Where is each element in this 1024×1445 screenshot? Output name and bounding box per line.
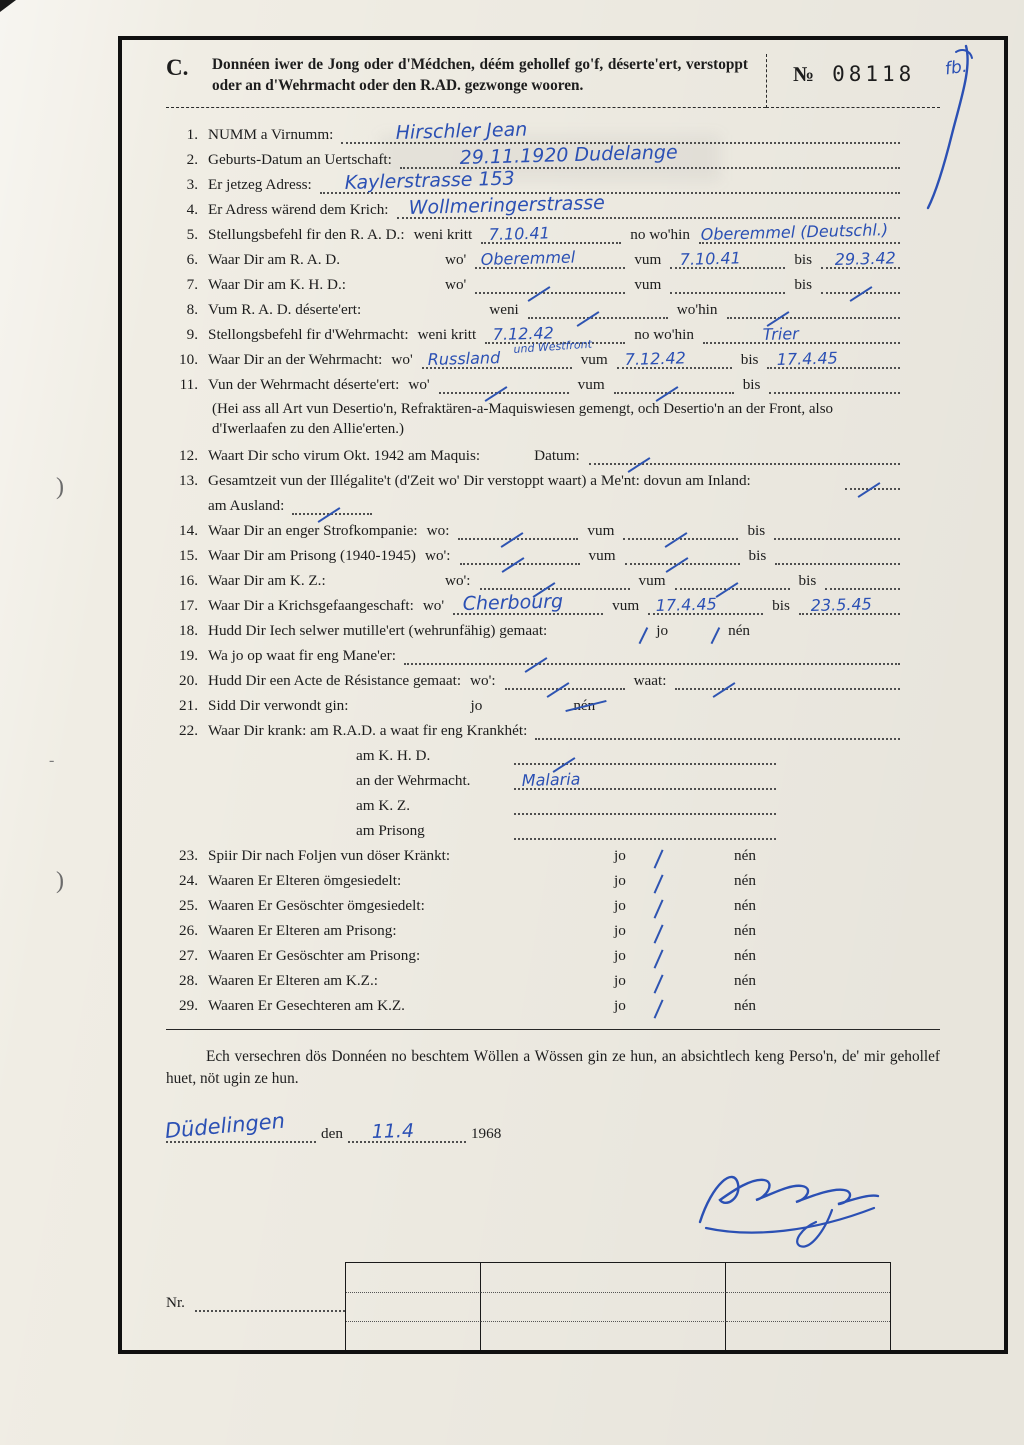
item-number: 15. (179, 547, 198, 565)
handwritten-answer-superscript: und Westfront (512, 337, 593, 356)
nen-label: nén (734, 972, 756, 990)
scan-corner-mark (0, 0, 16, 12)
item-label: Waaren Er Elteren am K.Z.: (208, 972, 378, 990)
dotted-line (404, 650, 900, 665)
field-label: wo': (445, 572, 471, 590)
form-item-25 (166, 895, 904, 915)
field-label: no wo'hin (634, 325, 694, 343)
field-label: vum (577, 375, 605, 393)
item-label: Geburts-Datum an Uertschaft: (208, 150, 392, 168)
dotted-line (195, 1299, 345, 1312)
handwritten-place: Düdelingen (163, 1108, 286, 1143)
form-item-7 (166, 274, 904, 294)
item-label: am Ausland: (208, 497, 285, 515)
handwritten-answer: 29.3.42 (834, 248, 897, 269)
form-item-20 (166, 670, 904, 690)
dotted-line (699, 219, 900, 244)
item-label: Waar Dir am K. H. D.: (208, 275, 346, 293)
field-label: wo: (426, 522, 450, 540)
form-item-4 (166, 191, 904, 219)
nen-label: nén (734, 922, 756, 940)
item-22-sub-khd (356, 745, 904, 765)
dotted-line (320, 167, 900, 194)
item-label: Waar Dir krank: am R.A.D. a waat fir eng Krankhét: (208, 722, 528, 740)
jo-cell (614, 997, 734, 1015)
dotted-line (400, 141, 900, 169)
item-22-sub-prisong (356, 820, 904, 840)
nr-label: Nr. (166, 1294, 185, 1311)
item-label: Waaren Er Gesechteren am K.Z. (208, 997, 405, 1015)
form-item-15 (166, 545, 904, 565)
pen-tick-icon (644, 996, 663, 1019)
dotted-line (767, 348, 900, 369)
dotted-line (422, 337, 593, 369)
field-label: wo' (408, 375, 430, 393)
nen-label: nén (734, 947, 756, 965)
dotted-line (341, 118, 900, 144)
jo-label: jo (614, 847, 626, 865)
form-item-28 (166, 970, 904, 990)
item-label: Stellongsbefehl fir d'Wehrmacht: (208, 325, 409, 343)
margin-dash-mark: - (49, 752, 55, 769)
nr-grid-cell (346, 1263, 481, 1293)
form-item-13 (166, 470, 904, 490)
dotted-line (514, 750, 776, 765)
pen-slash-icon (700, 622, 720, 644)
field-label: bis (742, 375, 761, 393)
dotted-line (799, 594, 900, 616)
form-item-27 (166, 945, 904, 965)
jo-label: jo (614, 897, 626, 915)
handwritten-answer: Malaria (521, 769, 581, 791)
item-number: 14. (179, 522, 198, 540)
jo-cell (614, 847, 734, 865)
item-label: Waart Dir scho virum Okt. 1942 am Maquis: (208, 447, 481, 465)
dotted-line (617, 348, 732, 369)
signature-scrawl (682, 1144, 922, 1264)
form-item-1 (166, 118, 904, 144)
field-label: bis (798, 572, 817, 590)
pen-tick-icon (644, 871, 663, 894)
sub-label: am K. H. D. (356, 747, 431, 765)
dotted-line (397, 191, 900, 219)
item-label: NUMM a Virnumm: (208, 125, 334, 143)
form-item-10 (166, 337, 904, 369)
nen-label: nén (728, 622, 751, 640)
dotted-line (514, 769, 776, 791)
header-intro-text: Donnéen iwer de Jong oder d'Médchen, déém gehollef go'f, déserte'ert, verstoppt oder an d'Wehrmacht oder den R.AD. gezwonge wooren. (212, 56, 748, 95)
item-number: 18. (179, 622, 198, 640)
dotted-line (821, 248, 900, 269)
footer-block (166, 1262, 892, 1350)
field-label: bis (794, 275, 813, 293)
handwritten-answer: 17.4.45 (776, 348, 839, 369)
field-label: bis (794, 250, 813, 268)
handwritten-answer: Oberemmel (Deutschl.) (700, 219, 889, 244)
nr-grid-cell (481, 1263, 726, 1293)
item-number: 21. (179, 697, 198, 715)
handwritten-answer: 7.10.41 (488, 223, 551, 244)
place-date-line (163, 1108, 940, 1143)
handwritten-answer: Cherbourg (462, 590, 564, 616)
sub-label: am Prisong (356, 822, 425, 840)
field-label: weni kritt (413, 225, 473, 243)
handwritten-answer: 29.11.1920 Dudelange (459, 141, 678, 169)
handwritten-answer: 17.4.45 (655, 594, 718, 616)
item-label: Waaren Er Gesöschter am Prisong: (208, 947, 421, 965)
field-label: bis (747, 522, 766, 540)
field-label: wo': (424, 547, 451, 565)
item-number: 13. (179, 472, 198, 490)
dotted-line (481, 223, 621, 244)
pen-tick-icon (644, 846, 663, 869)
dotted-line (727, 304, 901, 319)
nr-grid-cell (346, 1293, 481, 1322)
form-item-16 (166, 570, 904, 590)
form-item-6 (166, 249, 904, 269)
dotted-line (775, 550, 900, 565)
dotted-line (670, 279, 785, 294)
nen-label (573, 697, 595, 715)
pen-tick-icon (644, 946, 663, 969)
item-label: Spiir Dir nach Foljen vun döser Kränkt: (208, 847, 451, 865)
nr-grid-cell (726, 1322, 890, 1350)
form-item-8 (166, 299, 904, 319)
dotted-line (623, 525, 738, 540)
field-label: vum (634, 250, 662, 268)
field-label: wo' (391, 350, 413, 368)
nr-grid-cell (726, 1263, 890, 1293)
item-label: Waaren Er Gesöschter ömgesiedelt: (208, 897, 425, 915)
item-number: 4. (186, 200, 198, 218)
dotted-line (460, 550, 580, 565)
item-label: Waaren Er Elteren am Prisong: (208, 922, 397, 940)
item-label: Waar Dir am R. A. D. (208, 250, 341, 268)
date-line (348, 1119, 466, 1143)
item-number: 5. (186, 225, 198, 243)
nr-grid (345, 1262, 891, 1350)
declaration-text: Ech versechren dös Donnéen no beschtem Wöllen a Wössen gin ze hun, an absichtlech keng Perso'n, de' mir gehollef huet, nöt ugin ze hun. (166, 1048, 940, 1088)
form-item-11 (166, 374, 904, 394)
form-item-5 (166, 219, 904, 244)
sub-label: am K. Z. (356, 797, 410, 815)
nr-field (166, 1294, 345, 1312)
field-label: vum (612, 597, 640, 615)
form-number-value: 08118 (832, 62, 916, 86)
item-number: 28. (179, 972, 198, 990)
dotted-line (514, 800, 776, 815)
handwritten-answer: 7.12.42 (624, 348, 686, 369)
field-label: weni kritt (417, 325, 477, 343)
dotted-line (475, 247, 625, 269)
dotted-line (625, 550, 740, 565)
dotted-line (535, 725, 900, 740)
jo-cell (614, 897, 734, 915)
dotted-line (475, 279, 625, 294)
form-item-22 (166, 720, 904, 740)
jo-cell (614, 947, 734, 965)
item-label: Waar Dir a Krichsgefaangeschaft: (208, 597, 414, 615)
field-label: wo' (445, 250, 467, 268)
dotted-line (528, 304, 668, 319)
numero-symbol: № (793, 62, 815, 86)
nen-label: nén (734, 872, 756, 890)
handwritten-answer: Oberemmel (480, 247, 576, 269)
dotted-line (845, 475, 900, 490)
item-label: Stellungsbefehl fir den R. A. D.: (208, 225, 405, 243)
item-label: Waar Dir am K. Z.: (208, 572, 326, 590)
item-label: Sidd Dir verwondt gin: (208, 697, 349, 715)
nen-label: nén (734, 897, 756, 915)
field-label: bis (772, 597, 790, 615)
section-divider (166, 1029, 940, 1030)
item-number: 8. (186, 300, 198, 318)
field-label: vum (580, 350, 608, 368)
item-label: Hudd Dir een Acte de Résistance gemaat: (208, 672, 462, 690)
form-item-14 (166, 520, 904, 540)
field-label: wo' (422, 597, 445, 615)
item-number: 25. (179, 897, 198, 915)
margin-paren-mark: ) (56, 474, 64, 500)
item-label: Er Adress wärend dem Krich: (208, 200, 389, 218)
handwritten-answer: 7.10.41 (679, 248, 742, 269)
form-item-3 (166, 167, 904, 194)
form-item-26 (166, 920, 904, 940)
item-number: 11. (179, 375, 198, 393)
nr-grid-cell (346, 1322, 481, 1350)
item-22-sub-wehrmacht (356, 770, 904, 790)
item-number: 1. (186, 125, 198, 143)
field-label: wo': (470, 672, 496, 690)
pen-annotation: fb. (943, 56, 969, 80)
item-number: 29. (179, 997, 198, 1015)
dotted-line (769, 379, 900, 394)
pen-tick-icon (644, 971, 663, 994)
jo-cell (614, 872, 734, 890)
form-items (166, 118, 940, 1016)
form-frame (118, 36, 1008, 1354)
item-number: 12. (179, 447, 198, 465)
item-number: 2. (186, 150, 198, 168)
handwritten-answer: 7.12.42 (492, 323, 555, 344)
item-label: Waar Dir an der Wehrmacht: (208, 350, 383, 368)
item-label: Vun der Wehrmacht déserte'ert: (208, 375, 400, 393)
item-label: Gesamtzeit vun der Illégalite't (d'Zeit wo' Dir verstoppt waart) a Me'nt: dovun am Inland: (208, 472, 751, 490)
nen-label: nén (734, 847, 756, 865)
dotted-line (675, 675, 900, 690)
year-label: 1968 (470, 1124, 502, 1142)
section-letter: C. (166, 55, 189, 80)
form-item-12 (166, 445, 904, 465)
form-item-23 (166, 845, 904, 865)
item-label: Er jetzeg Adress: (208, 175, 312, 193)
dotted-line (292, 500, 372, 515)
dotted-line (589, 450, 900, 465)
field-label: wo' (445, 275, 467, 293)
dotted-line (439, 379, 569, 394)
dotted-line (514, 825, 776, 840)
item-number: 23. (179, 847, 198, 865)
dotted-line (825, 575, 900, 590)
item-number: 19. (179, 647, 198, 665)
handwritten-answer: Russland (427, 347, 501, 369)
dotted-line (703, 323, 900, 344)
nen-label: nén (734, 997, 756, 1015)
item-number: 7. (186, 275, 198, 293)
jo-label: jo (614, 922, 626, 940)
item-number: 17. (179, 597, 198, 615)
field-label: vum (588, 547, 616, 565)
form-item-2 (166, 141, 904, 169)
dotted-line (648, 594, 763, 616)
handwritten-answer: Kaylerstrasse 153 (344, 167, 515, 194)
margin-paren-mark: ) (56, 868, 64, 894)
place-line (163, 1108, 316, 1143)
handwritten-answer: Hirschler Jean (395, 118, 528, 144)
item-11-note: (Hei ass all Art vun Desertio'n, Refraktären-a-Maquiswiesen gemengt, och Desertio'n an der Front, also d'Iwerlaafen zu den Allie'erten.) (212, 400, 834, 438)
nr-grid-cell (481, 1322, 726, 1350)
field-label: bis (740, 350, 759, 368)
jo-label: jo (614, 997, 626, 1015)
field-label: weni (489, 300, 519, 318)
form-item-21 (166, 695, 904, 715)
item-number: 9. (186, 325, 198, 343)
dotted-line (614, 379, 734, 394)
dotted-line (480, 575, 630, 590)
item-number: 10. (179, 350, 198, 368)
field-label: bis (748, 547, 767, 565)
item-label: Waaren Er Elteren ömgesiedelt: (208, 872, 402, 890)
field-label: waat: (633, 672, 667, 690)
form-number-block (766, 54, 940, 108)
handwritten-answer: 23.5.45 (810, 594, 872, 616)
form-item-18 (166, 620, 904, 640)
den-label: den (321, 1124, 343, 1142)
item-label: Vum R. A. D. déserte'ert: (208, 300, 362, 318)
item-number: 20. (179, 672, 198, 690)
pen-tick-icon (644, 921, 663, 944)
pen-tick-icon (644, 896, 663, 919)
jo-label: jo (614, 872, 626, 890)
item-number: 26. (179, 922, 198, 940)
nen-text: nén (573, 697, 596, 715)
jo-label: jo (614, 947, 626, 965)
field-label: vum (634, 275, 662, 293)
item-number: 3. (186, 175, 198, 193)
dotted-line (675, 575, 790, 590)
form-item-24 (166, 870, 904, 890)
field-label: no wo'hin (630, 225, 690, 243)
form-item-19 (166, 645, 904, 665)
pen-slash-icon (628, 622, 648, 644)
item-number: 16. (179, 572, 198, 590)
jo-cell (614, 972, 734, 990)
handwritten-answer: Trier (762, 323, 799, 344)
form-header (166, 54, 940, 108)
dotted-line (453, 590, 603, 616)
field-label: wo'hin (676, 300, 718, 318)
item-label: Hudd Dir Iech selwer mutille'ert (wehrunfähig) gemaat: (208, 622, 548, 640)
nr-grid-cell (481, 1293, 726, 1322)
sub-label: an der Wehrmacht. (356, 772, 471, 790)
item-number: 24. (179, 872, 198, 890)
dotted-line (458, 525, 578, 540)
jo-cell (614, 922, 734, 940)
header-text-block (166, 54, 766, 108)
field-label: vum (638, 572, 666, 590)
item-label: Waar Dir am Prisong (1940-1945) (208, 547, 416, 565)
item-22-sub-kz (356, 795, 904, 815)
field-label: vum (587, 522, 615, 540)
item-number: 27. (179, 947, 198, 965)
item-number: 6. (186, 250, 198, 268)
jo-label: jo (656, 622, 669, 640)
form-item-29 (166, 995, 904, 1015)
form-item-13-line2 (166, 495, 904, 515)
dotted-line (774, 525, 900, 540)
form-item-17 (166, 590, 904, 616)
field-label: Datum: (534, 447, 580, 465)
nr-grid-cell (726, 1293, 890, 1322)
dotted-line (505, 675, 625, 690)
item-label: Wa jo op waat fir eng Mane'er: (208, 647, 396, 665)
item-number: 22. (179, 722, 198, 740)
dotted-line (821, 279, 900, 294)
jo-label: jo (470, 697, 483, 715)
handwritten-answer: Wollmeringerstrasse (407, 191, 605, 219)
item-label: Waar Dir an enger Strofkompanie: (208, 522, 418, 540)
handwritten-date: 11.4 (371, 1119, 415, 1143)
jo-label: jo (614, 972, 626, 990)
dotted-line (670, 248, 785, 269)
